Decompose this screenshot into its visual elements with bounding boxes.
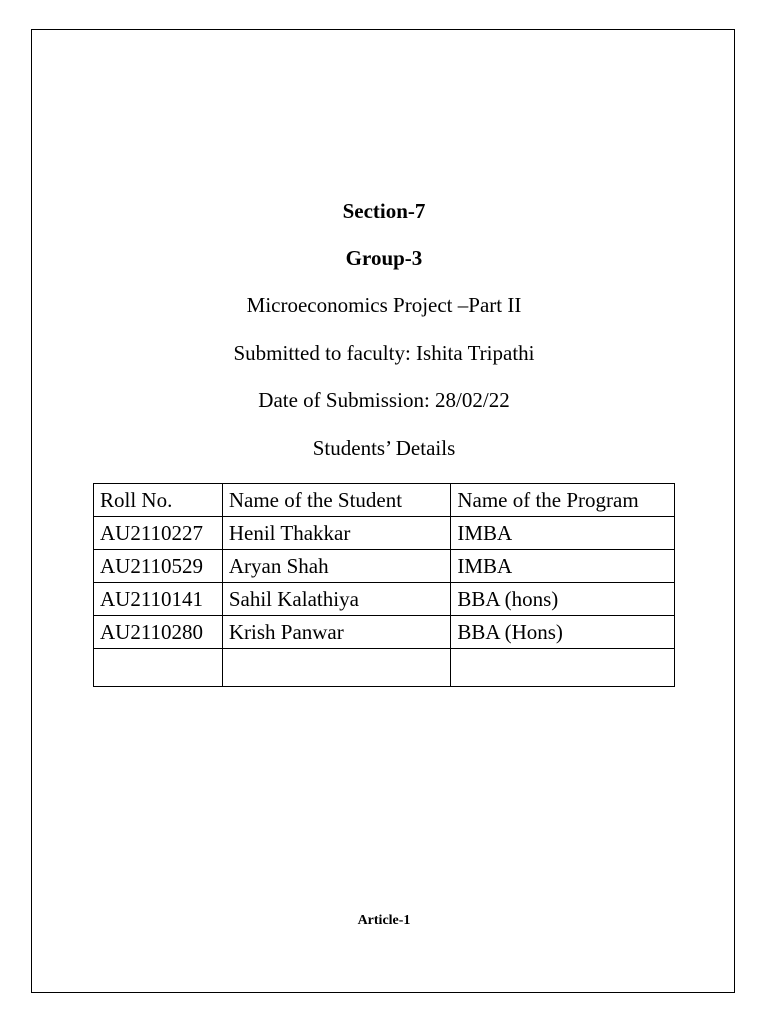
program-cell: BBA (hons) xyxy=(451,583,675,616)
header-program-name: Name of the Program xyxy=(451,484,675,517)
submission-date: Date of Submission: 28/02/22 xyxy=(258,388,510,412)
roll-no-cell: AU2110280 xyxy=(94,616,223,649)
program-cell xyxy=(451,649,675,687)
student-name-cell: Sahil Kalathiya xyxy=(222,583,450,616)
student-name-cell: Henil Thakkar xyxy=(222,517,450,550)
program-cell: BBA (Hons) xyxy=(451,616,675,649)
roll-no-cell xyxy=(94,649,223,687)
student-name-cell: Aryan Shah xyxy=(222,550,450,583)
footer-article-label: Article-1 xyxy=(357,913,411,928)
section-title: Section-7 xyxy=(342,199,426,223)
students-details-heading: Students’ Details xyxy=(312,436,456,460)
program-cell: IMBA xyxy=(451,550,675,583)
table-row xyxy=(94,616,675,649)
table-row-empty xyxy=(94,649,675,687)
header-student-name: Name of the Student xyxy=(222,484,450,517)
student-name-cell xyxy=(222,649,450,687)
header-roll-no: Roll No. xyxy=(94,484,223,517)
program-cell: IMBA xyxy=(451,517,675,550)
students-table xyxy=(93,483,675,687)
roll-no-cell: AU2110529 xyxy=(94,550,223,583)
student-name-cell: Krish Panwar xyxy=(222,616,450,649)
table-row xyxy=(94,550,675,583)
table-header-row xyxy=(94,484,675,517)
roll-no-cell: AU2110141 xyxy=(94,583,223,616)
project-title: Microeconomics Project –Part II xyxy=(246,293,522,317)
table-row xyxy=(94,517,675,550)
faculty-line: Submitted to faculty: Ishita Tripathi xyxy=(233,341,535,365)
group-title: Group-3 xyxy=(345,246,423,270)
table-row xyxy=(94,583,675,616)
roll-no-cell: AU2110227 xyxy=(94,517,223,550)
